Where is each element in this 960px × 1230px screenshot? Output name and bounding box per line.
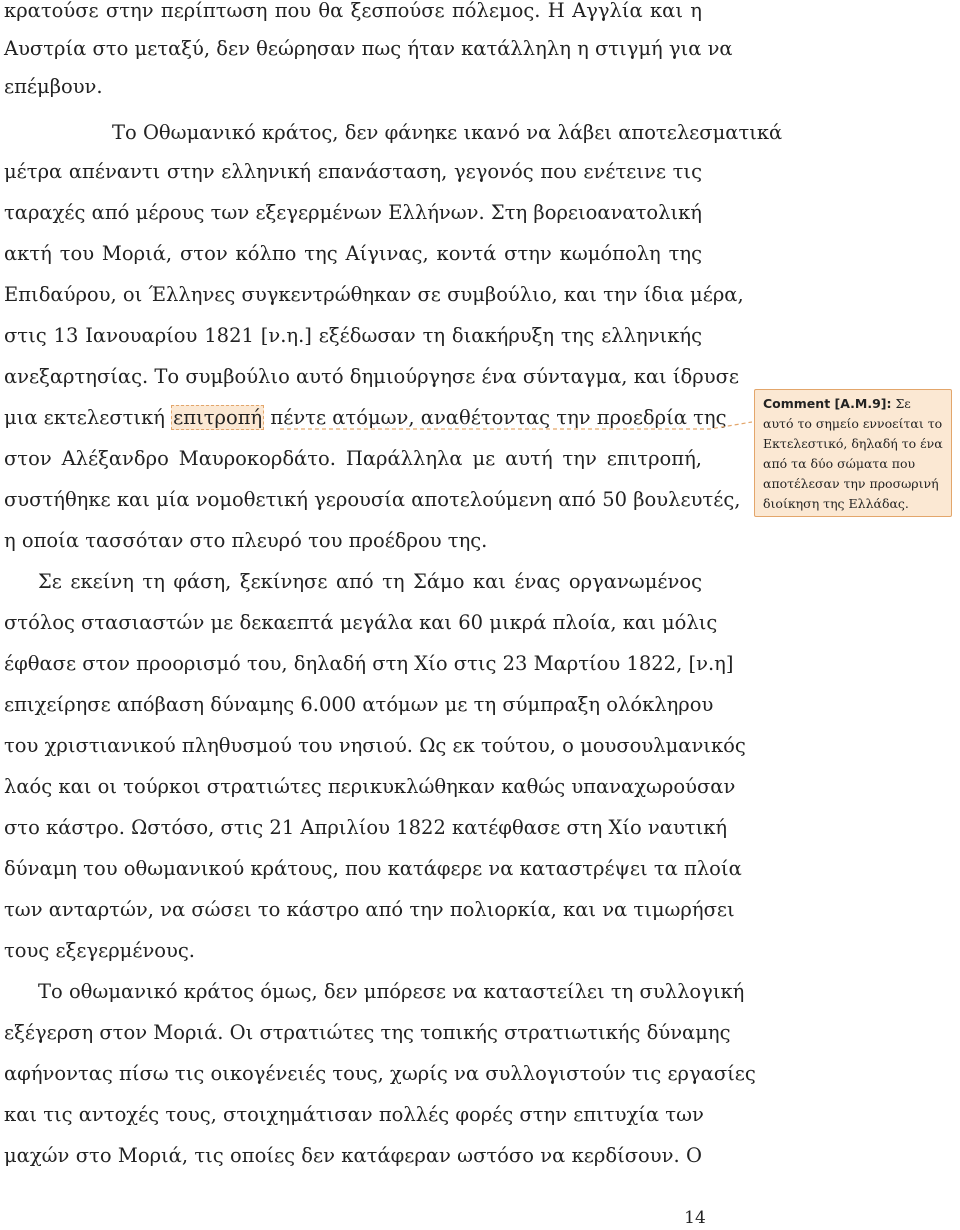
text-line: δύναμη του οθωμανικού κράτους, που κατάφερε να καταστρέψει τα πλοία — [4, 857, 742, 880]
text-line: στις 13 Ιανουαρίου 1821 [ν.η.] εξέδωσαν τη διακήρυξη της ελληνικής — [4, 324, 702, 347]
text-line: λαός και οι τούρκοι στρατιώτες περικυκλώθηκαν καθώς υπαναχωρούσαν — [4, 775, 736, 798]
text-line: συστήθηκε και μία νομοθετική γερουσία αποτελούμενη από 50 βουλευτές, — [4, 488, 741, 511]
text-line: ανεξαρτησίας. Το συμβούλιο αυτό δημιούργησε ένα σύνταγμα, και ίδρυσε — [4, 365, 740, 388]
text-line: επέμβουν. — [4, 75, 103, 98]
comment-connector — [280, 420, 752, 432]
text-line: κρατούσε στην περίπτωση που θα ξεσπούσε πόλεμος. Η Αγγλία και η — [4, 0, 702, 22]
text-line: των ανταρτών, να σώσει το κάστρο από την πολιορκία, και να τιμωρήσει — [4, 898, 735, 921]
comment-text: Σε αυτό το σημείο εννοείται το Εκτελεστικό, δηλαδή το ένα από τα δύο σώματα που αποτέλεσαν την προσωρινή διοίκηση της Ελλάδας. — [763, 396, 943, 511]
comment-label: Comment [A.M.9]: — [763, 396, 892, 411]
text-line: μέτρα απέναντι στην ελληνική επανάσταση, γεγονός που ενέτεινε τις — [4, 160, 702, 183]
text-line: επιχείρησε απόβαση δύναμης 6.000 ατόμων με τη σύμπραξη ολόκληρου — [4, 693, 714, 716]
text-line: η οποία τασσόταν στο πλευρό του προέδρου της. — [4, 529, 488, 552]
text-line: Επιδαύρου, οι Έλληνες συγκεντρώθηκαν σε συμβούλιο, και την ίδια μέρα, — [4, 283, 744, 306]
text-line: και τις αντοχές τους, στοιχημάτισαν πολλές φορές στην επιτυχία των — [4, 1103, 704, 1126]
paragraph-first-line: Σε εκείνη τη φάση, ξεκίνησε από τη Σάμο και ένας οργανωμένος — [38, 570, 702, 593]
text-line: αφήνοντας πίσω τις οικογένειές τους, χωρίς να συλλογιστούν τις εργασίες — [4, 1062, 756, 1085]
text-line: στον Αλέξανδρο Μαυροκορδάτο. Παράλληλα με αυτή την επιτροπή, — [4, 447, 702, 470]
text-line: εξέγερση στον Μοριά. Οι στρατιώτες της τοπικής στρατιωτικής δύναμης — [4, 1021, 731, 1044]
paragraph-first-line: Το Οθωμανικό κράτος, δεν φάνηκε ικανό να λάβει αποτελεσματικά — [112, 121, 783, 144]
comment-highlight[interactable]: επιτροπή — [173, 406, 263, 429]
comment-balloon[interactable] — [754, 389, 952, 517]
page-number: 14 — [684, 1208, 706, 1228]
paragraph-first-line: Το οθωμανικό κράτος όμως, δεν μπόρεσε να καταστείλει τη συλλογική — [38, 980, 745, 1003]
commented-text-line — [4, 398, 727, 438]
text-before-highlight: μια εκτελεστική — [4, 406, 172, 429]
text-line: ταραχές από μέρους των εξεγερμένων Ελλήνων. Στη βορειοανατολική — [4, 201, 702, 224]
text-line: τους εξεγερμένους. — [4, 939, 196, 962]
text-line: του χριστιανικού πληθυσμού του νησιού. Ως εκ τούτου, ο μουσουλμανικός — [4, 734, 746, 757]
text-line: στόλος στασιαστών με δεκαεπτά μεγάλα και 60 μικρά πλοία, και μόλις — [4, 611, 718, 634]
text-line: Αυστρία στο μεταξύ, δεν θεώρησαν πως ήταν κατάλληλη η στιγμή για να — [4, 37, 733, 60]
text-line: στο κάστρο. Ωστόσο, στις 21 Απριλίου 1822 κατέφθασε στη Χίο ναυτική — [4, 816, 728, 839]
text-after-highlight: πέντε ατόμων, αναθέτοντας την προεδρία της — [264, 406, 727, 429]
text-line: ακτή του Μοριά, στον κόλπο της Αίγινας, κοντά στην κωμόπολη της — [4, 242, 702, 265]
text-line: έφθασε στον προορισμό του, δηλαδή στη Χίο στις 23 Μαρτίου 1822, [ν.η] — [4, 652, 734, 675]
text-line: μαχών στο Μοριά, τις οποίες δεν κατάφεραν ωστόσο να κερδίσουν. Ο — [4, 1144, 702, 1167]
